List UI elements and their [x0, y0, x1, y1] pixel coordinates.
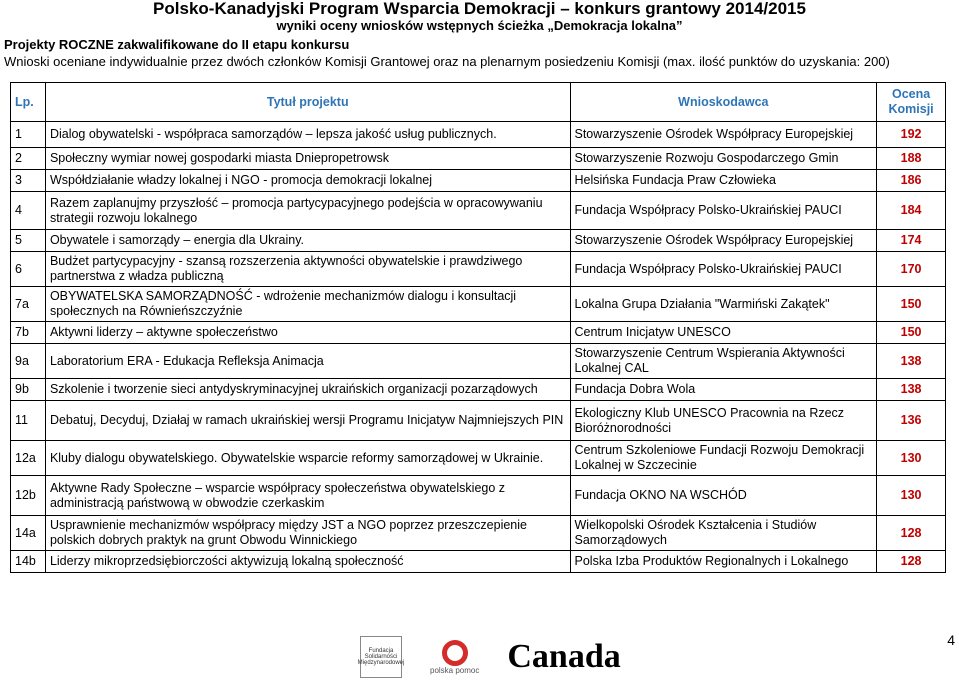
header-lp: Lp. [11, 83, 46, 122]
row-score: 138 [877, 379, 946, 401]
row-score: 136 [877, 401, 946, 441]
row-score: 130 [877, 476, 946, 516]
row-score: 186 [877, 170, 946, 192]
polska-pomoc-ring-icon [442, 640, 468, 666]
row-applicant: Ekologiczny Klub UNESCO Pracownia na Rzecz Bioróżnorodności [570, 401, 877, 441]
row-score: 150 [877, 322, 946, 344]
table-row [11, 192, 946, 230]
row-project: Laboratorium ERA - Edukacja Refleksja Animacja [45, 344, 570, 379]
row-project: Budżet partycypacyjny - szansą rozszerzenia aktywności obywatelskie i prawdziwego partnerstwa z władza publiczną [45, 252, 570, 287]
row-score: 184 [877, 192, 946, 230]
row-applicant: Wielkopolski Ośrodek Kształcenia i Studiów Samorządowych [570, 516, 877, 551]
row-lp: 3 [11, 170, 46, 192]
table-row [11, 441, 946, 476]
row-applicant: Polska Izba Produktów Regionalnych i Lokalnego [570, 551, 877, 573]
row-score: 170 [877, 252, 946, 287]
table-row [11, 344, 946, 379]
header-project: Tytuł projektu [45, 83, 570, 122]
section-heading: Projekty ROCZNE zakwalifikowane do II etapu konkursu [4, 37, 350, 52]
fsm-logo [357, 636, 405, 678]
row-score: 130 [877, 441, 946, 476]
row-project: Razem zaplanujmy przyszłość – promocja partycypacyjnego podejścia w opracowywaniu strategii rozwoju lokalnego [45, 192, 570, 230]
table-row [11, 230, 946, 252]
row-applicant: Fundacja Współpracy Polsko-Ukraińskiej PAUCI [570, 192, 877, 230]
row-applicant: Fundacja OKNO NA WSCHÓD [570, 476, 877, 516]
row-score: 188 [877, 148, 946, 170]
page-number: 4 [947, 632, 955, 648]
row-applicant: Fundacja Dobra Wola [570, 379, 877, 401]
row-lp: 14b [11, 551, 46, 573]
row-lp: 2 [11, 148, 46, 170]
page-subtitle: wyniki oceny wniosków wstępnych ścieżka „Demokracja lokalna” [276, 18, 683, 33]
table-row [11, 516, 946, 551]
polska-pomoc-logo [430, 640, 479, 675]
row-score: 174 [877, 230, 946, 252]
row-lp: 1 [11, 122, 46, 148]
row-applicant: Helsińska Fundacja Praw Człowieka [570, 170, 877, 192]
row-lp: 6 [11, 252, 46, 287]
row-lp: 7a [11, 287, 46, 322]
table-row [11, 401, 946, 441]
section-description: Wnioski oceniane indywidualnie przez dwóch członków Komisji Grantowej oraz na plenarnym posiedzeniu Komisji (max. ilość punktów do uzyskania: 200) [4, 54, 890, 69]
header-applicant: Wnioskodawca [570, 83, 877, 122]
row-project: Obywatele i samorządy – energia dla Ukrainy. [45, 230, 570, 252]
row-lp: 5 [11, 230, 46, 252]
row-lp: 9b [11, 379, 46, 401]
table-row [11, 476, 946, 516]
row-score: 128 [877, 516, 946, 551]
row-score: 128 [877, 551, 946, 573]
row-project: Aktywni liderzy – aktywne społeczeństwo [45, 322, 570, 344]
row-project: Szkolenie i tworzenie sieci antydyskryminacyjnej ukraińskich organizacji pozarządowych [45, 379, 570, 401]
table-row [11, 252, 946, 287]
table-row [11, 170, 946, 192]
row-applicant: Lokalna Grupa Działania "Warmiński Zakątek" [570, 287, 877, 322]
table-row [11, 287, 946, 322]
table-row [11, 551, 946, 573]
row-project: Współdziałanie władzy lokalnej i NGO - promocja demokracji lokalnej [45, 170, 570, 192]
row-applicant: Centrum Inicjatyw UNESCO [570, 322, 877, 344]
table-row [11, 122, 946, 148]
canada-wordmark: Canada [507, 638, 621, 675]
row-lp: 12b [11, 476, 46, 516]
row-applicant: Stowarzyszenie Rozwoju Gospodarczego Gmin [570, 148, 877, 170]
polska-pomoc-text: polska pomoc [430, 665, 480, 675]
row-project: Debatuj, Decyduj, Działaj w ramach ukraińskiej wersji Programu Inicjatyw Najmniejszych PIN [45, 401, 570, 441]
row-project: Aktywne Rady Społeczne – wsparcie współpracy społeczeństwa obywatelskiego z administracją państwową w obwodzie czerkaskim [45, 476, 570, 516]
row-applicant: Stowarzyszenie Centrum Wspierania Aktywności Lokalnej CAL [570, 344, 877, 379]
row-score: 138 [877, 344, 946, 379]
row-project: Społeczny wymiar nowej gospodarki miasta Dniepropetrowsk [45, 148, 570, 170]
row-lp: 14a [11, 516, 46, 551]
row-score: 192 [877, 122, 946, 148]
row-project: Dialog obywatelski - współpraca samorządów – lepsza jakość usług publicznych. [45, 122, 570, 148]
footer-logos [357, 636, 621, 678]
row-applicant: Centrum Szkoleniowe Fundacji Rozwoju Demokracji Lokalnej w Szczecinie [570, 441, 877, 476]
page-title: Polsko-Kanadyjski Program Wsparcia Demokracji – konkurs grantowy 2014/2015 [153, 0, 806, 18]
row-applicant: Stowarzyszenie Ośrodek Współpracy Europejskiej [570, 122, 877, 148]
row-lp: 11 [11, 401, 46, 441]
table-body [11, 122, 946, 573]
row-lp: 9a [11, 344, 46, 379]
row-applicant: Fundacja Współpracy Polsko-Ukraińskiej PAUCI [570, 252, 877, 287]
row-lp: 7b [11, 322, 46, 344]
table-header-row [11, 83, 946, 122]
row-project: Usprawnienie mechanizmów współpracy między JST a NGO poprzez przeszczepienie polskich dobrych praktyk na grunt Obwodu Winnickiego [45, 516, 570, 551]
table-row [11, 379, 946, 401]
table-row [11, 322, 946, 344]
row-lp: 12a [11, 441, 46, 476]
row-project: OBYWATELSKA SAMORZĄDNOŚĆ - wdrożenie mechanizmów dialogu i konsultacji społecznych na Równieńszczyźnie [45, 287, 570, 322]
row-score: 150 [877, 287, 946, 322]
row-applicant: Stowarzyszenie Ośrodek Współpracy Europejskiej [570, 230, 877, 252]
fsm-logo-text: Fundacja Solidarności Międzynarodowej [357, 648, 405, 666]
row-project: Liderzy mikroprzedsiębiorczości aktywizują lokalną społeczność [45, 551, 570, 573]
table-row [11, 148, 946, 170]
results-table [10, 82, 946, 573]
row-lp: 4 [11, 192, 46, 230]
header-score: Ocena Komisji [877, 83, 946, 122]
row-project: Kluby dialogu obywatelskiego. Obywatelskie wsparcie reformy samorządowej w Ukrainie. [45, 441, 570, 476]
